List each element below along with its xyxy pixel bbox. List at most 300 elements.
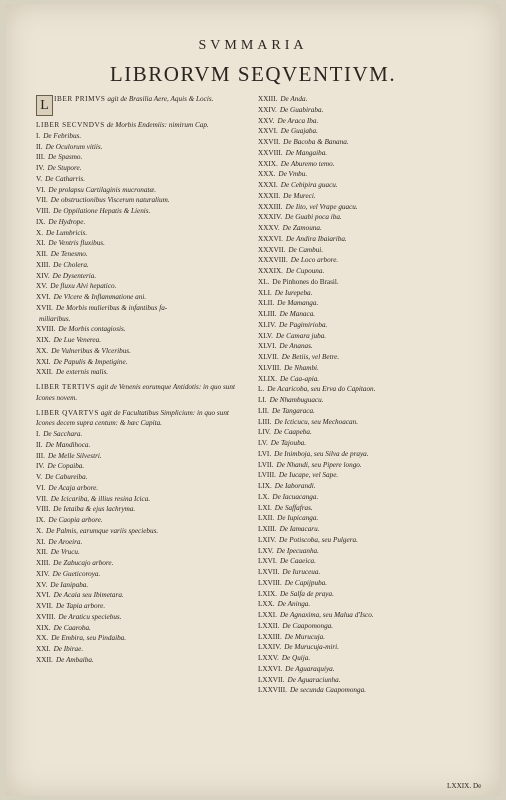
chapter-number: I. <box>36 131 41 140</box>
chapter-number: XXXIX. <box>258 267 283 275</box>
chapter-title: De Palmis, earumque variis speciebus. <box>46 526 159 535</box>
chapter-number: XLVII. <box>258 353 279 361</box>
chapter-entry <box>258 664 480 675</box>
chapter-entry <box>258 212 480 223</box>
chapter-entry <box>36 357 246 368</box>
chapter-title: De Iucape, vel Sape. <box>278 471 339 480</box>
chapter-title: De Caopia arbore. <box>48 516 103 524</box>
chapter-number: XIV. <box>36 271 50 280</box>
chapter-title: De Iaborandi. <box>274 482 316 490</box>
chapter-title: De Murucuja-miri. <box>284 643 339 652</box>
chapter-entry <box>258 470 480 481</box>
chapter-title: De Acaja arbore. <box>48 483 99 492</box>
chapter-number: LIV. <box>258 428 271 437</box>
chapter-number: XV. <box>36 580 48 589</box>
chapter-number: LXXII. <box>258 621 280 630</box>
chapter-entry <box>36 451 246 462</box>
chapter-number: XLV. <box>258 331 273 340</box>
chapter-title: De Anda. <box>280 95 308 103</box>
chapter-entry <box>258 503 480 514</box>
chapter-entry <box>36 335 246 346</box>
chapter-title: De Nhambi. <box>284 363 319 372</box>
book-description: agit de Brasilia Aere, Aquis & Locis. <box>105 95 214 103</box>
book-heading <box>36 94 246 116</box>
chapter-title: De Tajouba. <box>270 439 307 447</box>
chapter-entry <box>36 303 246 314</box>
chapter-title: De Tangaraca. <box>271 406 315 415</box>
chapter-title: De Caapeba. <box>273 428 312 437</box>
chapter-entry <box>36 580 246 591</box>
chapter-title: De Murucuja. <box>284 632 326 641</box>
chapter-title: De Cupouna. <box>285 267 325 275</box>
chapter-number: XXI. <box>36 357 51 366</box>
chapter-title: De Copaiba. <box>47 462 85 471</box>
chapter-number: LXII. <box>258 514 275 523</box>
chapter-number: LXXI. <box>258 611 277 619</box>
catchword: LXXIX. De <box>447 782 482 790</box>
chapter-entry <box>258 610 480 621</box>
chapter-entry <box>36 515 246 526</box>
chapter-number: XL. <box>258 277 270 286</box>
chapter-number: XVII. <box>36 602 53 610</box>
chapter-entry <box>258 288 480 299</box>
chapter-number: LVII. <box>258 460 274 469</box>
chapter-entry <box>36 569 246 580</box>
chapter-title: De Hydrope. <box>48 217 86 226</box>
chapter-title: De fluxu Alvi hepatico. <box>50 282 117 291</box>
chapter-number: XXXIII. <box>258 202 283 211</box>
chapter-entry <box>258 126 480 137</box>
chapter-title: De Zabucajo arbore. <box>53 559 114 567</box>
page-title-librorum: LIBRORVM SEQVENTIVM. <box>109 62 397 86</box>
chapter-entry <box>36 249 246 260</box>
chapter-title: De Mandihoca. <box>45 440 91 449</box>
chapter-number: XXVI. <box>258 127 278 136</box>
chapter-number: XXXVIII. <box>258 256 288 265</box>
left-column <box>36 94 246 666</box>
chapter-entry <box>258 524 480 535</box>
chapter-number: XXV. <box>258 116 275 125</box>
chapter-number: LXV. <box>258 546 274 555</box>
book-page <box>6 4 500 796</box>
chapter-number: VIII. <box>36 505 51 514</box>
chapter-number: LXVIII. <box>258 578 282 587</box>
chapter-entry <box>36 623 246 634</box>
chapter-title: De Agnaxima, seu Malua d'Isco. <box>279 611 374 619</box>
chapter-number: LX. <box>258 492 270 501</box>
chapter-entry <box>258 632 480 643</box>
chapter-title: De Aguaraquiya. <box>285 664 335 673</box>
chapter-number: LV. <box>258 439 268 447</box>
chapter-title: De Bacoba & Banana. <box>283 138 349 146</box>
chapter-entry <box>258 449 480 460</box>
chapter-title: De Catharris. <box>45 174 85 183</box>
chapter-number: III. <box>36 153 45 162</box>
chapter-number: VI. <box>36 185 46 194</box>
chapter-number: XIX. <box>36 336 51 344</box>
chapter-title: De Nhambuguacu. <box>269 396 324 404</box>
chapter-title: De Caaeica. <box>279 557 316 566</box>
chapter-number: XI. <box>36 239 46 248</box>
chapter-title: De Potiscoba, seu Pulgera. <box>279 535 358 544</box>
chapter-number: XXVII. <box>258 138 281 146</box>
book-heading <box>36 120 246 131</box>
chapter-entry <box>36 238 246 249</box>
chapter-title: De Araca Iba. <box>277 116 319 125</box>
chapter-entry <box>36 633 246 644</box>
book-label: LIBER TERTIVS <box>36 383 96 391</box>
chapter-number: XLVI. <box>258 342 277 351</box>
book-label: LIBER QVARTVS <box>36 408 99 417</box>
chapter-number: XXII. <box>36 655 53 664</box>
chapter-entry <box>258 685 480 696</box>
chapter-number: LXXV. <box>258 654 279 662</box>
chapter-title: De obstructionibus Viscerum naturalium. <box>50 196 170 205</box>
chapter-entry <box>36 206 246 217</box>
chapter-entry <box>36 185 246 196</box>
chapter-title: De Mangaiba. <box>285 148 328 157</box>
chapter-entry <box>258 309 480 320</box>
chapter-title: De Betiis, vel Betre. <box>281 353 340 361</box>
chapter-entry <box>36 260 246 271</box>
chapter-entry <box>36 612 246 623</box>
chapter-title: De Iamacaru. <box>279 525 320 533</box>
chapter-entry <box>258 599 480 610</box>
chapter-number: I. <box>36 430 41 438</box>
chapter-title: De Ipecuanha. <box>276 546 319 555</box>
chapter-number: LVI. <box>258 449 272 458</box>
chapter-entry <box>258 578 480 589</box>
chapter-title: De Dysenteria. <box>52 271 97 280</box>
chapter-title: De Camara juba. <box>275 331 327 340</box>
chapter-number: LIX. <box>258 482 272 490</box>
chapter-entry <box>36 601 246 612</box>
chapter-entry <box>258 94 480 105</box>
chapter-number: XII. <box>36 250 48 258</box>
chapter-title: De Ananas. <box>279 342 313 351</box>
chapter-number: XX. <box>36 634 49 643</box>
chapter-entry <box>258 331 480 342</box>
chapter-title: De Iuruceua. <box>282 568 321 576</box>
chapter-number: XXXVI. <box>258 234 283 243</box>
chapter-entry <box>258 137 480 148</box>
chapter-title: De Mamanga. <box>277 299 319 308</box>
chapter-entry <box>258 438 480 449</box>
chapter-number: XXIV. <box>258 105 277 114</box>
chapter-title: De Cebipira guacu. <box>280 181 338 189</box>
chapter-title: De Loco arbore. <box>290 256 339 265</box>
chapter-title: De Cholera. <box>53 260 89 269</box>
chapter-number: XXXII. <box>258 191 281 200</box>
chapter-entry <box>258 148 480 159</box>
book-label: LIBER SECVNDVS <box>36 121 105 129</box>
chapter-number: XXXIV. <box>258 213 283 222</box>
chapter-title: De Ambaiba. <box>55 655 94 664</box>
chapter-entry <box>258 535 480 546</box>
chapter-entry <box>258 374 480 385</box>
chapter-number: LI. <box>258 396 267 404</box>
chapter-number: LXIX. <box>258 589 277 598</box>
chapter-entry <box>258 589 480 600</box>
chapter-title: De Aroeira. <box>48 537 83 546</box>
chapter-title: De Salfa de praya. <box>279 589 334 598</box>
chapter-title: De Guajaba. <box>280 127 318 136</box>
chapter-title: De Ventris fluxibus. <box>48 239 105 248</box>
chapter-number: XVI. <box>36 293 51 301</box>
chapter-entry <box>258 395 480 406</box>
chapter-entry <box>258 266 480 277</box>
chapter-title: De Saffafras. <box>274 503 313 512</box>
chapter-number: XX. <box>36 346 49 355</box>
chapter-number: XVIII. <box>36 325 56 334</box>
chapter-title: De Spasmo. <box>47 153 83 162</box>
chapter-title: De Acaia seu Ibimetara. <box>53 591 124 600</box>
chapter-title: De Iupicanga. <box>277 514 319 523</box>
chapter-number: XIII. <box>36 559 51 567</box>
chapter-title: De Sacchara. <box>43 430 83 438</box>
chapter-number: XIV. <box>36 569 50 578</box>
chapter-title: De Tenesmo. <box>50 250 88 258</box>
chapter-title: De Ibirae. <box>53 645 84 653</box>
chapter-title: De Acaricoba, seu Erva do Capitaon. <box>267 385 376 394</box>
chapter-number: VII. <box>36 196 48 205</box>
chapter-title: De Zamouna. <box>282 224 322 232</box>
chapter-title: De Mureci. <box>283 191 316 200</box>
chapter-entry <box>36 346 246 357</box>
chapter-entry <box>36 142 246 153</box>
chapter-entry <box>258 556 480 567</box>
chapter-number: XXXI. <box>258 181 278 189</box>
chapter-number: XVI. <box>36 591 51 600</box>
chapter-number: XXVIII. <box>258 148 283 157</box>
chapter-number: XXIX. <box>258 159 278 168</box>
chapter-title: De Lue Venerea. <box>53 336 102 344</box>
chapter-title: De Febribus. <box>43 131 82 140</box>
chapter-entry <box>258 191 480 202</box>
chapter-entry <box>258 159 480 170</box>
chapter-number: IV. <box>36 164 45 172</box>
chapter-entry <box>36 131 246 142</box>
chapter-number: XLII. <box>258 299 275 308</box>
chapter-title: De Lumbricis. <box>46 228 88 237</box>
chapter-title: De Icicariba, & illius resina Icica. <box>50 494 151 503</box>
chapter-entry <box>36 483 246 494</box>
chapter-title: De Papulis & Impetigine. <box>53 357 128 366</box>
chapter-number: XII. <box>36 548 48 557</box>
chapter-entry <box>258 675 480 686</box>
chapter-title: De secunda Caapomonga. <box>289 686 367 695</box>
chapter-entry <box>36 655 246 666</box>
chapter-number: LXIV. <box>258 535 277 544</box>
chapter-number: VII. <box>36 494 48 503</box>
chapter-title: De Araticu speciebus. <box>58 612 122 621</box>
chapter-entry <box>258 180 480 191</box>
book-description: de Morbis Endemiis: nimirum Cap. <box>104 121 209 129</box>
chapter-number: VI. <box>36 483 46 492</box>
chapter-entry <box>258 245 480 256</box>
chapter-title: De Manaca. <box>279 310 316 318</box>
chapter-entry <box>36 644 246 655</box>
chapter-number: LXX. <box>258 600 275 609</box>
chapter-number: LII. <box>258 406 269 415</box>
chapter-title: De Morbis mulieribus & infantibus fa- <box>55 303 168 312</box>
chapter-number: L. <box>258 385 265 394</box>
chapter-entry <box>258 460 480 471</box>
chapter-entry <box>258 298 480 309</box>
chapter-entry <box>258 169 480 180</box>
chapter-title: De Andira Ibaiariba. <box>285 234 347 243</box>
chapter-entry <box>258 223 480 234</box>
chapter-title: De Oppilatione Hepatis & Lienis. <box>53 207 151 215</box>
chapter-number: IX. <box>36 516 46 524</box>
chapter-entry <box>36 472 246 483</box>
chapter-title: De Vmbu. <box>278 170 308 179</box>
chapter-entry <box>36 152 246 163</box>
chapter-number: LXVI. <box>258 557 277 566</box>
chapter-entry <box>258 621 480 632</box>
chapter-entry <box>36 440 246 451</box>
chapter-entry <box>36 292 246 303</box>
chapter-number: IX. <box>36 217 46 226</box>
chapter-title: De Stupore. <box>47 164 82 172</box>
chapter-title: De Aninga. <box>277 600 311 609</box>
chapter-entry <box>258 320 480 331</box>
chapter-entry <box>36 324 246 335</box>
chapter-entry <box>36 228 246 239</box>
chapter-title: De prolapsu Cartilaginis mucronatæ. <box>48 185 157 194</box>
chapter-entry <box>36 195 246 206</box>
chapter-title: De Ianipaba. <box>50 580 89 589</box>
chapter-entry <box>258 234 480 245</box>
chapter-title: De Iito, vel Vrape guacu. <box>285 202 358 211</box>
chapter-entry <box>258 653 480 664</box>
chapter-entry <box>258 417 480 428</box>
chapter-number: LIII. <box>258 417 272 426</box>
right-column <box>258 94 480 696</box>
chapter-title: De Icticucu, seu Mechoacan. <box>274 417 358 426</box>
chapter-title: De externis malis. <box>55 368 109 377</box>
chapter-entry <box>36 547 246 558</box>
chapter-number: XV. <box>36 282 48 291</box>
chapter-number: XXXV. <box>258 224 280 232</box>
chapter-title: De Tapia arbore. <box>55 602 106 610</box>
chapter-entry <box>36 163 246 174</box>
chapter-title: De Cabureiba. <box>45 473 88 481</box>
chapter-number: II. <box>36 142 43 151</box>
chapter-number: XLIV. <box>258 320 277 329</box>
chapter-title: De Pinhones do Brasil. <box>272 277 339 286</box>
chapter-entry <box>258 567 480 578</box>
chapter-number: V. <box>36 473 43 481</box>
chapter-title: De Guabi poca iba. <box>285 213 342 222</box>
chapter-number: XIII. <box>36 260 51 269</box>
chapter-entry <box>36 174 246 185</box>
chapter-title: De Caa-apia. <box>279 374 320 383</box>
chapter-title: De Gueticoroya. <box>52 569 101 578</box>
chapter-title: De Oculorum vitiis. <box>45 142 103 151</box>
chapter-entry <box>36 526 246 537</box>
chapter-number: XIX. <box>36 623 51 632</box>
chapter-number: V. <box>36 174 43 183</box>
chapter-entry <box>258 352 480 363</box>
chapter-number: XVII. <box>36 303 53 312</box>
chapter-title: De Vlcere & Inflammatione ani. <box>53 293 147 301</box>
page-title-summaria: SVMMARIA <box>198 38 308 53</box>
chapter-number: XLIII. <box>258 310 277 318</box>
chapter-entry <box>258 642 480 653</box>
chapter-number: LXXVIII. <box>258 686 287 695</box>
chapter-title: De Caapomonga. <box>282 621 334 630</box>
chapter-number: XXII. <box>36 368 53 377</box>
drop-cap: L <box>36 95 53 116</box>
chapter-title: De Aguaraciunha. <box>287 675 341 684</box>
chapter-title: De Aburemo temo. <box>280 159 335 168</box>
chapter-entry <box>258 202 480 213</box>
chapter-entry <box>36 217 246 228</box>
chapter-title: De Caaroba. <box>53 623 91 632</box>
chapter-entry <box>36 281 246 292</box>
chapter-number: III. <box>36 451 45 460</box>
chapter-entry <box>36 590 246 601</box>
chapter-title: De Guabiraba. <box>279 105 324 114</box>
chapter-title: De Cambui. <box>288 245 324 254</box>
chapter-entry <box>258 481 480 492</box>
chapter-title: De Quija. <box>281 654 311 662</box>
chapter-entry <box>36 367 246 378</box>
chapter-number: LXXVII. <box>258 675 285 684</box>
chapter-entry <box>258 513 480 524</box>
chapter-entry <box>258 277 480 288</box>
chapter-number: XXI. <box>36 645 51 653</box>
chapter-title: De Morbis contagiosis. <box>58 325 126 334</box>
chapter-title: De Pagimirioba. <box>279 320 328 329</box>
chapter-number: X. <box>36 228 43 237</box>
chapter-title: De Nhandi, seu Pipere longo. <box>276 460 362 469</box>
chapter-entry <box>36 461 246 472</box>
chapter-number: XXIII. <box>258 95 278 103</box>
chapter-entry <box>258 255 480 266</box>
chapter-title: De Melle Silvestri. <box>47 451 102 460</box>
chapter-number: LXXVI. <box>258 664 283 673</box>
chapter-title: De Ietaiba & ejus lachryma. <box>53 505 136 514</box>
chapter-entry <box>258 116 480 127</box>
chapter-title: De Vulneribus & Vlceribus. <box>51 346 131 355</box>
chapter-title: De Vrucu. <box>50 548 80 557</box>
chapter-number: XXXVII. <box>258 245 286 254</box>
chapter-number: XLI. <box>258 288 272 297</box>
chapter-number: IV. <box>36 462 45 471</box>
chapter-number: XVIII. <box>36 612 56 621</box>
chapter-entry <box>36 494 246 505</box>
chapter-number: VIII. <box>36 207 51 215</box>
chapter-entry <box>36 271 246 282</box>
chapter-entry <box>258 105 480 116</box>
chapter-number: LVIII. <box>258 471 276 480</box>
book-description: agit de Venenis eorumque Antidotis: in quo sunt Icones novem. <box>36 383 235 402</box>
chapter-entry <box>36 314 246 325</box>
chapter-entry <box>258 492 480 503</box>
chapter-title: De Inimboja, seu Silva de praya. <box>274 449 369 458</box>
book-heading <box>36 382 246 404</box>
chapter-title: De Embira, seu Pindaiba. <box>51 634 127 643</box>
chapter-entry <box>258 406 480 417</box>
chapter-number: XI. <box>36 537 46 546</box>
chapter-entry <box>258 363 480 374</box>
chapter-entry <box>36 558 246 569</box>
chapter-number: LXVII. <box>258 568 280 576</box>
chapter-number: XLIX. <box>258 374 277 383</box>
chapter-entry <box>36 429 246 440</box>
